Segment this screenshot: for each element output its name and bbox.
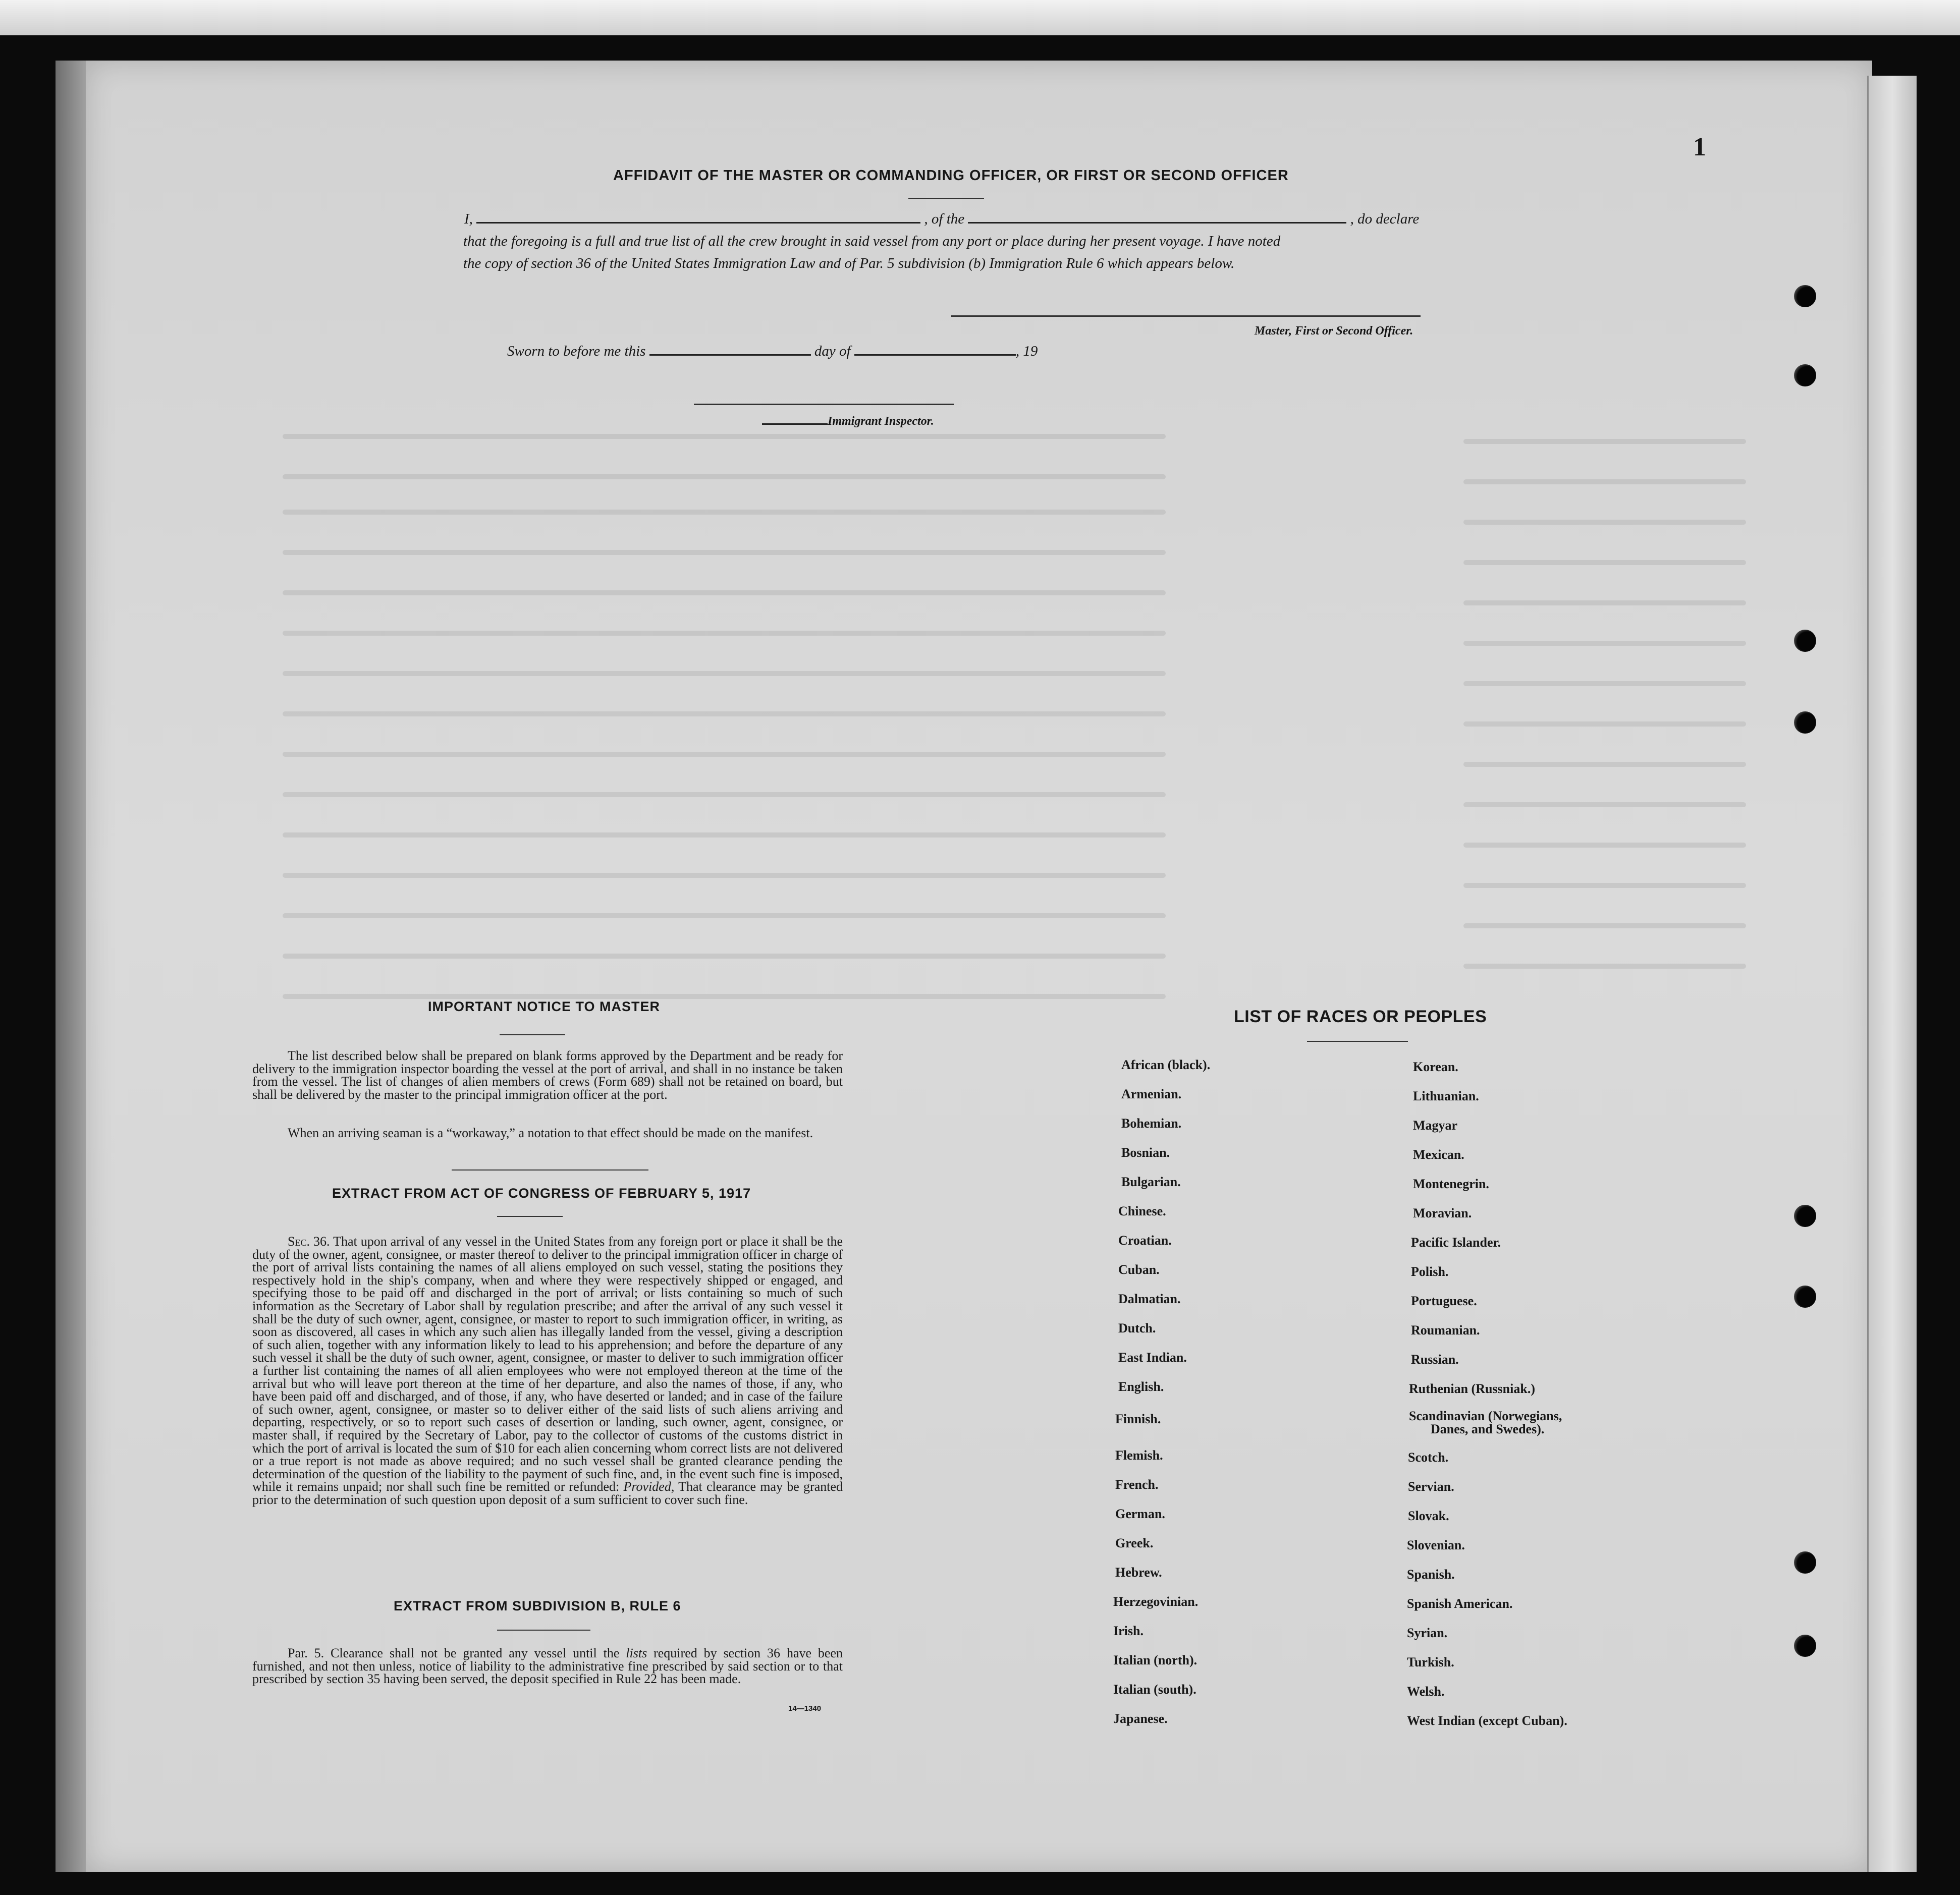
name-field[interactable] <box>476 222 920 224</box>
rule6-lists: lists <box>626 1646 647 1660</box>
race-item: Syrian. <box>1407 1626 1448 1640</box>
race-item: West Indian (except Cuban). <box>1407 1713 1567 1728</box>
inspector-lead-line <box>762 423 828 425</box>
act-title-rule <box>497 1216 563 1217</box>
notice-title-rule <box>500 1034 565 1035</box>
form-number: 14—1340 <box>788 1704 822 1713</box>
punch-hole <box>1794 285 1816 307</box>
race-item: Italian (north). <box>1113 1653 1197 1667</box>
sworn-line <box>507 343 1038 360</box>
race-item: Armenian. <box>1121 1087 1182 1101</box>
race-item: Dutch. <box>1118 1321 1156 1335</box>
year-label: , 19 <box>1015 343 1038 359</box>
sworn-label: Sworn to before me this <box>507 343 646 359</box>
rule6-text-a: Par. 5. Clearance shall not be granted any vessel until the <box>288 1646 620 1660</box>
punch-hole <box>1794 1286 1816 1308</box>
race-item: Spanish. <box>1407 1567 1455 1582</box>
race-item: Polish. <box>1411 1264 1449 1279</box>
act-top-rule <box>452 1169 648 1171</box>
rule6-text-b: required by section 36 have been furnished, and not then unless, notice of liability to the administrative fine prescribed by said section or to that prescribed by section 35 having been served, the deposit specified in Rule 22 has been made. <box>252 1646 843 1687</box>
races-title: LIST OF RACES OR PEOPLES <box>1234 1007 1487 1026</box>
race-item: Magyar <box>1413 1118 1458 1133</box>
race-item: Scandinavian (Norwegians, <box>1409 1409 1562 1423</box>
race-item: Russian. <box>1411 1352 1459 1367</box>
punch-hole <box>1794 630 1816 652</box>
act-provided: Provided, <box>623 1479 675 1494</box>
race-item: English. <box>1118 1379 1164 1394</box>
races-title-rule <box>1307 1041 1408 1042</box>
inspector-label: Immigrant Inspector. <box>828 415 934 428</box>
race-item: Chinese. <box>1118 1204 1166 1218</box>
i-label: I, <box>464 211 473 227</box>
race-item: Portuguese. <box>1411 1294 1477 1308</box>
page-right-edge <box>1867 76 1917 1872</box>
race-item: Irish. <box>1113 1624 1144 1638</box>
race-item: Moravian. <box>1413 1206 1472 1220</box>
race-item: East Indian. <box>1118 1350 1187 1365</box>
act-section-number: Sec. 36. <box>288 1234 330 1249</box>
race-item: Lithuanian. <box>1413 1089 1479 1103</box>
notice-paragraph-1: The list described below shall be prepared on blank forms approved by the Department and be ready for delivery to the immigration inspector boarding the vessel at the port of arrival, and shall in no instance be taken from the vessel. The list of changes of alien members of crews (Form 689) shall not be retained on board, but shall be delivered by the master to the principal immigration officer at the port. <box>252 1048 843 1102</box>
race-item: African (black). <box>1121 1057 1211 1072</box>
race-item: Scotch. <box>1408 1450 1449 1465</box>
inspector-signature-line[interactable] <box>694 404 954 405</box>
race-item: Turkish. <box>1407 1655 1454 1669</box>
race-item: Welsh. <box>1407 1684 1445 1699</box>
race-item: French. <box>1115 1477 1159 1492</box>
punch-hole <box>1794 1635 1816 1657</box>
of-the-label: , of the <box>924 211 965 227</box>
rule6-paragraph <box>252 1647 843 1686</box>
act-section-end: That clearance may be granted prior to the determination of such question upon deposit of a sum sufficient to cover such fine. <box>252 1479 843 1507</box>
punch-hole <box>1794 364 1816 386</box>
race-item: Cuban. <box>1118 1262 1160 1277</box>
affidavit-title-rule <box>908 198 984 199</box>
sworn-day-field[interactable] <box>649 354 811 356</box>
race-item-continued: Danes, and Swedes). <box>1431 1422 1545 1436</box>
race-item: German. <box>1115 1507 1165 1521</box>
affidavit-line-2: the copy of section 36 of the United States Immigration Law and of Par. 5 subdivision (b) Immigration Rule 6 which appears below. <box>463 255 1235 271</box>
affidavit-title: AFFIDAVIT OF THE MASTER OR COMMANDING OFFICER, OR FIRST OR SECOND OFFICER <box>613 168 1289 184</box>
punch-hole <box>1794 1551 1816 1574</box>
race-item: Japanese. <box>1113 1711 1168 1726</box>
day-of-label: day of <box>814 343 851 359</box>
act-section-body: That upon arrival of any vessel in the United States from any foreign port or place it shall be the duty of the owner, agent, consignee, or master thereof to deliver to the principal immigration officer in charge of the port of arrival lists containing the names of all aliens employed on such vessel, stating the positions they respectively hold in the ship's company, when and where they were respectively shipped or engaged, and specifying those to be paid off and discharged in the port of arrival; or lists containing so much of such information as the Secretary of Labor shall by regulation prescribe; and after the arrival of any such vessel it shall be the duty of such owner, agent, consignee, or master to report to such immigration officer, in writing, as soon as discovered, all cases in which any such alien has illegally landed from the vessel, giving a description of such alien, together with any information likely to lead to his apprehension; and before the departure of any such vessel it shall be the duty of such owner, agent, consignee, or master to deliver to such immigration officer a further list containing the names of all alien employees who were not employed thereon at the time of the arrival but who will leave port thereon at the time of her departure, and also the names of those, if any, who have been paid off and discharged, and of those, if any, who have deserted or landed; and in case of the failure of such owner, agent, consignee, or master so to deliver either of the said lists of such aliens arriving and departing, respectively, or so to report such cases of desertion or landing, such owner, agent, consignee, or master shall, if required by the Secretary of Labor, pay to the collector of customs of the customs district in which the port of arrival is located the sum of $10 for each alien concerning whom correct lists are not delivered or a true report is not made as above required; and no such vessel shall be granted clearance pending the determination of the question of the liability to the payment of such fine, and, in the event such fine is imposed, while it remains unpaid; nor shall such fine be remitted or refunded: <box>252 1234 843 1494</box>
race-item: Greek. <box>1115 1536 1154 1550</box>
race-item: Herzegovinian. <box>1113 1594 1199 1609</box>
race-item: Korean. <box>1413 1060 1458 1074</box>
master-signature-label: Master, First or Second Officer. <box>1255 324 1413 338</box>
race-item: Flemish. <box>1115 1448 1163 1463</box>
do-declare-label: , do declare <box>1350 211 1420 227</box>
race-item: Hebrew. <box>1115 1565 1162 1580</box>
rule6-title: EXTRACT FROM SUBDIVISION B, RULE 6 <box>394 1598 681 1613</box>
rule6-title-rule <box>497 1630 590 1631</box>
affidavit-first-line <box>464 211 1419 228</box>
sworn-month-field[interactable] <box>854 354 1016 356</box>
race-item: Mexican. <box>1413 1147 1464 1162</box>
race-item: Croatian. <box>1118 1233 1172 1248</box>
inspector-signature-label <box>762 415 934 428</box>
notice-paragraph-2: When an arriving seaman is a “workaway,” a notation to that effect should be made on the manifest. <box>288 1126 813 1140</box>
race-item: Pacific Islander. <box>1411 1235 1501 1250</box>
race-item: Bosnian. <box>1121 1145 1170 1160</box>
act-section-36-text <box>252 1235 843 1506</box>
race-item: Ruthenian (Russniak.) <box>1409 1381 1535 1396</box>
page-number: 1 <box>1693 133 1706 161</box>
race-item: Spanish American. <box>1407 1596 1513 1611</box>
race-item: Italian (south). <box>1113 1682 1196 1697</box>
act-title: EXTRACT FROM ACT OF CONGRESS OF FEBRUARY 5, 1917 <box>332 1186 751 1201</box>
affidavit-line-1: that the foregoing is a full and true list of all the crew brought in said vessel from any port or place during her present voyage. I have noted <box>463 233 1281 249</box>
race-item: Dalmatian. <box>1118 1292 1181 1306</box>
master-signature-line[interactable] <box>951 315 1421 317</box>
race-item: Roumanian. <box>1411 1323 1480 1337</box>
race-item: Slovenian. <box>1407 1538 1465 1552</box>
race-item: Montenegrin. <box>1413 1177 1489 1191</box>
scanner-top-margin <box>0 0 1960 35</box>
punch-hole <box>1794 711 1816 734</box>
vessel-field[interactable] <box>968 222 1346 224</box>
race-item: Slovak. <box>1408 1509 1449 1523</box>
race-item: Bohemian. <box>1121 1116 1182 1131</box>
punch-hole <box>1794 1205 1816 1227</box>
race-item: Bulgarian. <box>1121 1175 1181 1189</box>
race-item: Finnish. <box>1115 1412 1161 1426</box>
race-item: Servian. <box>1408 1479 1454 1494</box>
notice-title: IMPORTANT NOTICE TO MASTER <box>428 999 660 1014</box>
